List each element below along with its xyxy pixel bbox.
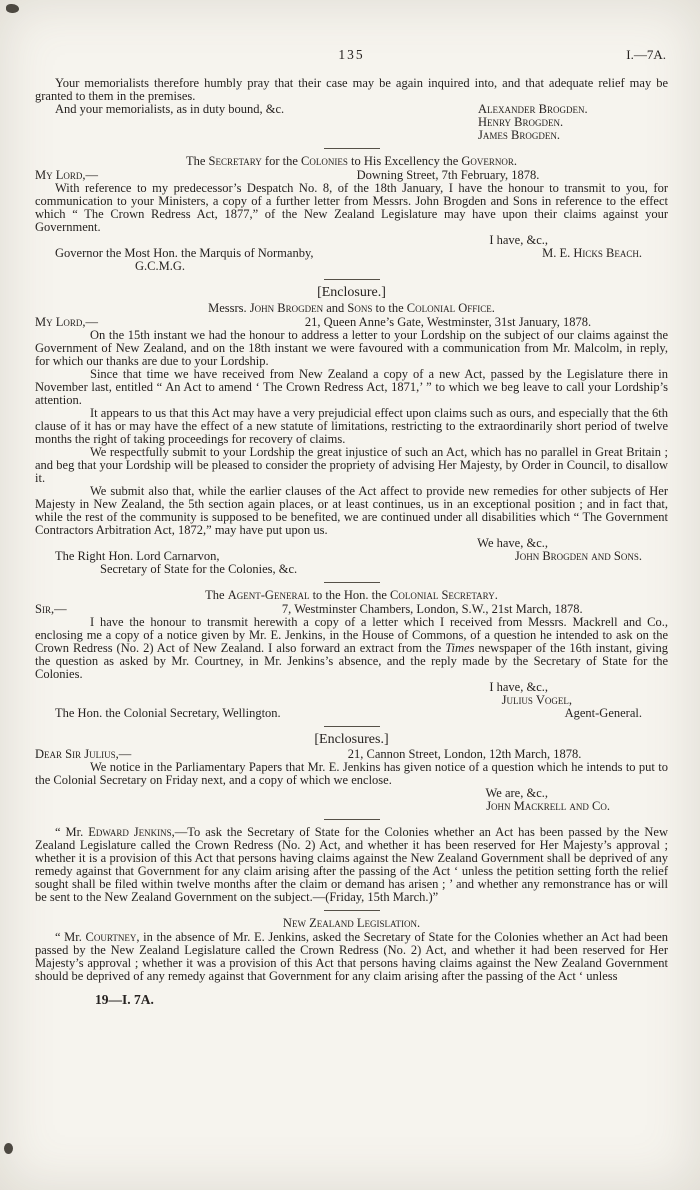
paragraph: “ Mr. Courtney, in the absence of Mr. E. Jenkins, asked the Secretary of State for the Colonies whether an Act had been passed by the New Zealand Legislature called the Crown Redress (No. 2) Act, and whether it had been reserved for Her Majesty’s approval ; whether it was a provision of this Act that persons having claims against the New Zealand Government should be deprived of any remedy against that Government for any claim arising after the passing of the Act ‘ unless	[35, 930, 668, 983]
paragraph: With reference to my predecessor’s Despatch No. 8, of the 18th January, I have the honour to transmit to you, for communication to your Ministers, a copy of a further letter from Messrs. John Brogden and Sons in reference to the effect which “ The Crown Redress Act, 1877,” of the New Zealand Legislature may have upon their claims against your Government.	[35, 181, 668, 234]
signature-name: Henry Brogden.	[478, 115, 564, 129]
paragraph: It appears to us that this Act may have a very prejudicial effect upon claims such as ours, and especially that the 6th clause of it has or may have the effect of a new statute of limitations, restricting to the extraordinarily short period of twelve months the right of taking proceedings for recovery of claims.	[35, 406, 668, 446]
enclosure-mackrell-letter	[35, 733, 668, 813]
addressee-line2: Secretary of State for the Colonies, &c.	[100, 562, 298, 576]
addressee: Governor the Most Hon. the Marquis of Normanby,	[55, 246, 314, 260]
signature-name: John Brogden and Sons.	[514, 549, 642, 563]
signature-title: Agent-General.	[564, 706, 642, 720]
memorial-bound-line: And your memorialists, as in duty bound, &c.	[55, 102, 285, 116]
scan-artifact-bottom-left	[4, 1143, 13, 1154]
enclosure-label: [Enclosures.]	[314, 732, 389, 747]
signature-name: John Mackrell and Co.	[486, 799, 610, 813]
nz-legislation-extract	[35, 917, 668, 983]
memorial-signatures	[478, 103, 668, 142]
letter-agent-general	[35, 589, 668, 720]
signature-row	[35, 247, 668, 260]
memorial-signature-block	[35, 103, 668, 142]
valediction: I have, &c.,	[489, 680, 548, 694]
scan-artifact-top-left	[6, 4, 19, 13]
salutation: My Lord,—	[35, 168, 99, 182]
paragraph: We submit also that, while the earlier clauses of the Act affect to provide new remedies for other subjects of Her Majesty in New Zealand, the 5th section again places, or at least continues, us in an exceptional position ; and in fact that, while the rest of the community is supposed to be benefited, we are continued under all disabilities which “ The Government Contractors Arbitration Act, 1872,” may have put upon us.	[35, 484, 668, 537]
signature-name: James Brogden.	[478, 128, 560, 142]
enclosure-brogden-letter	[35, 286, 668, 576]
letter-heading: The Agent-General to the Hon. the Colonial Secretary.	[205, 588, 498, 602]
signature-name: M. E. Hicks Beach.	[542, 246, 642, 260]
letter-heading: Messrs. John Brogden and Sons to the Colonial Office.	[208, 301, 495, 315]
paragraph: We notice in the Parliamentary Papers that Mr. E. Jenkins has given notice of a question which he intends to put to the Colonial Secretary on Friday next, and a copy of which we enclose.	[35, 760, 668, 787]
valediction: We are, &c.,	[485, 786, 548, 800]
valediction: I have, &c.,	[489, 233, 548, 247]
section-divider	[324, 726, 380, 727]
address-date: 21, Cannon Street, London, 12th March, 1878.	[347, 747, 582, 761]
signature-name: Julius Vogel,	[501, 693, 572, 707]
address-date: 7, Westminster Chambers, London, S.W., 21st March, 1878.	[281, 602, 583, 616]
section-divider	[324, 582, 380, 583]
salutation: Sir,—	[35, 602, 67, 616]
address-date: Downing Street, 7th February, 1878.	[356, 168, 540, 182]
address-date: 21, Queen Anne’s Gate, Westminster, 31st January, 1878.	[304, 315, 592, 329]
paragraph: We respectfully submit to your Lordship the great injustice of such an Act, which has no parallel in Great Britain ; and beg that your Lordship will be pleased to consider the propriety of advising Her Majesty, by Order in Council, to disallow it.	[35, 445, 668, 485]
letter-heading: The Secretary for the Colonies to His Excellency the Governor.	[185, 154, 518, 168]
section-divider	[324, 819, 380, 820]
addressee-line2: G.C.M.G.	[135, 259, 186, 273]
addressee: The Hon. the Colonial Secretary, Wellington.	[55, 706, 281, 720]
paragraph: “ Mr. Edward Jenkins,—To ask the Secretary of State for the Colonies whether an Act has been passed by the New Zealand Legislature called the Crown Redress (No. 2) Act, and whether it has been reserved for Her Majesty’s approval ; whether it is a provision of this Act that persons having claims against the New Zealand Government shall be deprived of any remedy against that Government for any claim arising after the passing of the Act ‘ unless the petition setting forth the relief sought shall be filed within twelve months after the claim or demand has arisen ; ’ and whether any remonstrance has or will be sent to the New Zealand Government on the subject.—(Friday, 15th March.)”	[35, 825, 668, 904]
section-heading: New Zealand Legislation.	[282, 916, 421, 930]
signature-row	[35, 707, 668, 720]
page-header	[35, 48, 668, 64]
section-divider	[324, 148, 380, 149]
page-number: 135	[338, 47, 365, 62]
memorial-closing	[35, 77, 668, 142]
section-divider	[324, 910, 380, 911]
paragraph: On the 15th instant we had the honour to address a letter to your Lordship on the subject of our claims against the Government of New Zealand, and on the 18th instant we were favoured with a communication from Mr. Malcolm, in reply, for which our thanks are due to your Lordship.	[35, 328, 668, 368]
paragraph: Your memorialists therefore humbly pray that their case may be again inquired into, and that adequate relief may be granted to them in the premises.	[35, 76, 668, 103]
section-divider	[324, 279, 380, 280]
paragraph: I have the honour to transmit herewith a copy of a letter which I received from Messrs. Mackrell and Co., enclosing me a copy of a notice given by Mr. E. Jenkins, in the House of Commons, of a question he intended to ask on the Crown Redress (No. 2) Act of New Zealand. I also forward an extract from the Times newspaper of the 16th instant, giving the question as asked by Mr. Courtney, in Mr. Jenkins’s absence, and the reply made by the Secretary of State for the Colonies.	[35, 615, 669, 681]
doc-reference: I.—7A.	[626, 47, 666, 62]
jenkins-question-notice	[35, 826, 668, 904]
addressee: The Right Hon. Lord Carnarvon,	[55, 549, 220, 563]
sheet-signature: 19—I. 7A.	[95, 992, 154, 1007]
paragraph: Since that time we have received from New Zealand a copy of a new Act, passed by the Legislature there in November last, entitled “ An Act to amend ‘ The Crown Redress Act, 1871,’ ” to which we beg leave to call your Lordship’s attention.	[35, 367, 668, 407]
enclosure-label: [Enclosure.]	[317, 285, 386, 300]
signature-name: Alexander Brogden.	[478, 102, 588, 116]
valediction: We have, &c.,	[477, 536, 548, 550]
letter-secretary-to-governor	[35, 155, 668, 273]
salutation: My Lord,—	[35, 315, 99, 329]
salutation: Dear Sir Julius,—	[35, 747, 132, 761]
